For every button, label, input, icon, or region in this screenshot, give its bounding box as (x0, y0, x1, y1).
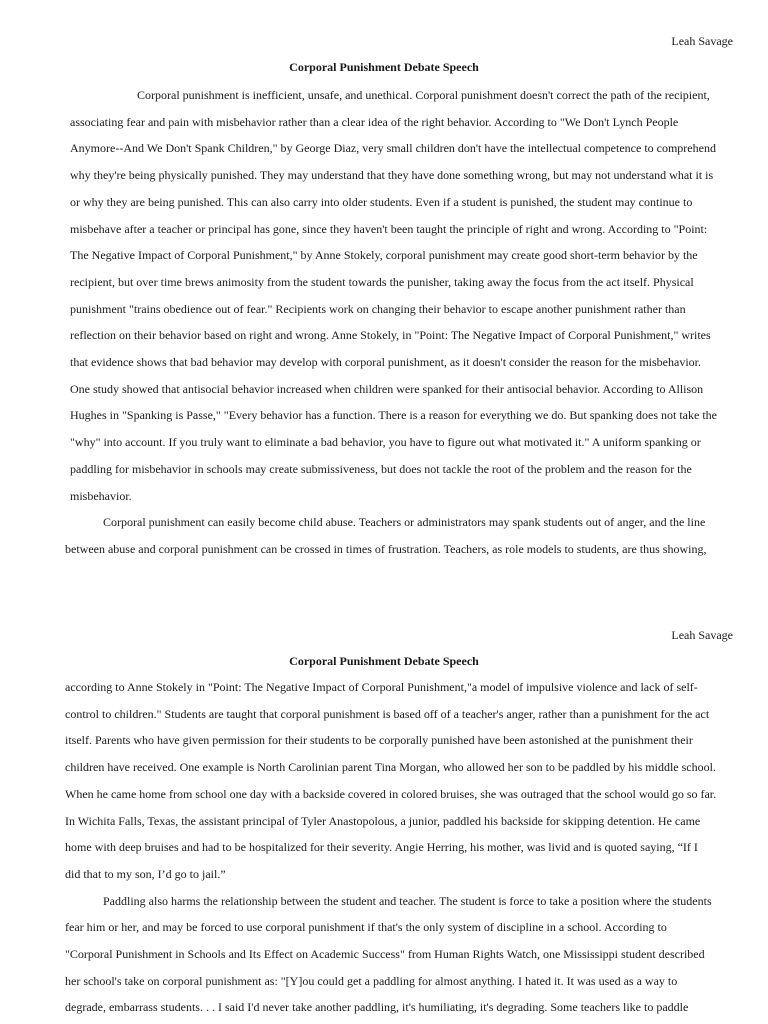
author-name: Leah Savage (671, 628, 733, 642)
text-line: did that to my son, I’d go to jail.” (65, 866, 226, 881)
text-line: The Negative Impact of Corporal Punishment," by Anne Stokely, corporal punishment may create good short-term behavior by the (70, 248, 698, 263)
text-line: "Corporal Punishment in Schools and Its Effect on Academic Success" from Human Rights Watch, one Mississippi student described (65, 947, 705, 961)
document-title: Corporal Punishment Debate Speech (289, 60, 479, 74)
text-line: degrade, embarrass students. . . I said I'd never take another paddling, it's humiliating, it's degrading. Some teachers like to paddle (65, 1000, 689, 1015)
text-line: itself. Parents who have given permission for their students to be corporally punished have been astonished at the punishment their (65, 733, 693, 748)
text-line: recipient, but over time brews animosity from the student towards the punisher, taking away the focus from the act itself. Physical (70, 274, 694, 289)
text-line: Corporal punishment is inefficient, unsafe, and unethical. Corporal punishment doesn't correct the path of the recipient, (137, 88, 710, 102)
text-line: Hughes in "Spanking is Passe," "Every behavior has a function. There is a reason for everything we do. But spanking does not take the (70, 408, 717, 423)
document-page-2 (0, 594, 768, 1024)
text-line: When he came home from school one day with a backside covered in colored bruises, she was outraged that the school would go so far. (65, 786, 717, 801)
text-line: between abuse and corporal punishment can be crossed in times of frustration. Teachers, as role models to students, are thus showing, (65, 541, 707, 556)
text-line: according to Anne Stokely in "Point: The Negative Impact of Corporal Punishment,"a model of impulsive violence and lack of self- (65, 680, 698, 694)
text-line: control to children." Students are taught that corporal punishment is based off of a teacher's anger, rather than a punishment for the act (65, 706, 710, 721)
text-line: misbehave after a teacher or principal has gone, since they haven't been taught the principle of right and wrong. According to "Point: (70, 221, 708, 236)
text-line: In Wichita Falls, Texas, the assistant principal of Tyler Anastopolous, a junior, paddled his backside for skipping detention. He came (65, 813, 701, 828)
text-line: that evidence shows that bad behavior may develop with corporal punishment, as it doesn't consider the reason for the misbehavior. (70, 355, 701, 369)
text-line: "why" into account. If you truly want to eliminate a bad behavior, you have to figure out what motivated it." A uniform spanking or (70, 435, 701, 450)
text-line: Paddling also harms the relationship between the student and teacher. The student is force to take a position where the students (103, 893, 712, 908)
author-name: Leah Savage (671, 34, 733, 48)
text-line: paddling for misbehavior in schools may create submissiveness, but does not tackle the root of the problem and the reason for the (70, 461, 692, 476)
text-line: fear him or her, and may be forced to use corporal punishment if that's the only system of discipline in a school. According to (65, 920, 667, 935)
text-line: reflection on their behavior based on right and wrong. Anne Stokely, in "Point: The Negative Impact of Corporal Punishment," writes (70, 328, 711, 343)
text-line: why they're being physically punished. They may understand that they have done something wrong, but may not understand what it is (70, 168, 714, 183)
text-line: her school's take on corporal punishment as: "[Y]ou could get a paddling for almost anything. I hated it. It was used as a way to (65, 973, 678, 988)
text-line: Corporal punishment can easily become child abuse. Teachers or administrators may spank students out of anger, and the line (103, 515, 706, 530)
text-line: Anymore--And We Don't Spank Children," by George Diaz, very small children don't have the intellectual competence to comprehend (70, 141, 716, 156)
text-line: associating fear and pain with misbehavior rather than a clear idea of the right behavior. According to "We Don't Lynch People (70, 114, 679, 129)
document-title: Corporal Punishment Debate Speech (289, 654, 479, 668)
text-line: misbehavior. (70, 488, 132, 503)
text-line: punishment "trains obedience out of fear." Recipients work on changing their behavior to escape another punishment rather than (70, 301, 686, 316)
text-line: or why they are being punished. This can also carry into older students. Even if a student is punished, the student may continue to (70, 194, 693, 209)
text-line: children have received. One example is North Carolinian parent Tina Morgan, who allowed her son to be paddled by his middle school. (65, 760, 716, 775)
text-line: One study showed that antisocial behavior increased when children were spanked for their antisocial behavior. According to Allison (70, 381, 704, 396)
text-line: home with deep bruises and had to be hospitalized for their severity. Angie Herring, his mother, was livid and is quoted saying, “If I (65, 840, 698, 855)
